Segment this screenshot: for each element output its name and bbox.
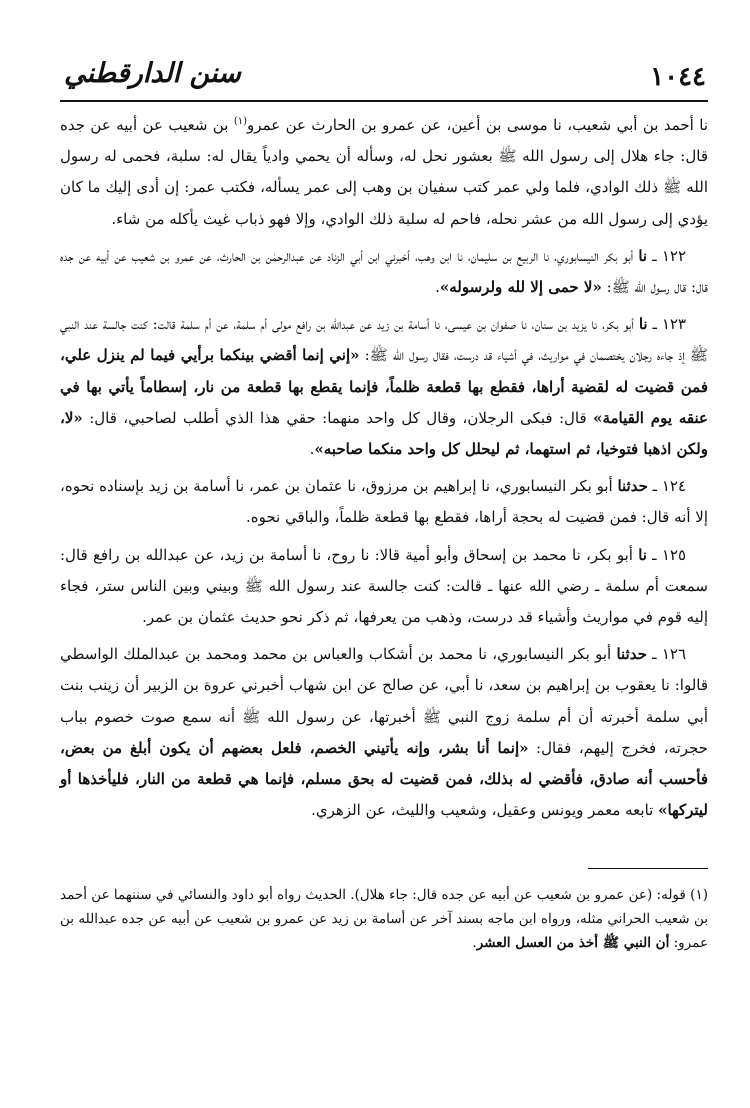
page-number: ١٠٤٤ xyxy=(650,62,706,92)
footnote-divider xyxy=(588,868,708,869)
hadith-number: ١٢٤ ـ xyxy=(647,477,686,496)
footnote-ref: (١) xyxy=(233,116,248,127)
hadith-number: ١٢٢ ـ xyxy=(647,246,686,265)
hadith-126 xyxy=(60,639,708,826)
text: أبو بكر النيسابوري، نا محمد بن أشكاب والعباس بن محمد ومحمد بن عبدالملك الواسطي قالوا: نا يعقوب بن إبراهيم بن سعد، نا أبي، عن صالح عن ابن شهاب أخبرني عروة بن الزبير أن زينب بنت أبي سلمة أخبرته أن أم سلمة زوج النبي ﷺ أخبرتها، عن رسول الله ﷺ أنه سمع صوت خصوم بباب حجرته، فخرج إليهم، فقال: xyxy=(60,645,708,757)
chain-lead: حدثنا xyxy=(617,477,648,496)
hadith-quote: «لا، ولكن اذهبا فتوخيا، ثم استهما، ثم ليحلل كل واحد منكما صاحبه» xyxy=(60,408,708,459)
hadith-quote: «إني إنما أقضي بينكما برأيي فيما لم ينزل علي، فمن قضيت له لقضية أراها، فقطع بها قطعة ظلماً، فإنما يقطع بها قطعة من نار، إسطاماً يأتي بها في عنقه يوم القيامة» xyxy=(60,346,708,427)
running-title: سنن الدارقطني xyxy=(64,58,241,89)
chain-lead: نا xyxy=(638,545,647,564)
hadith-122 xyxy=(60,241,708,303)
text: أبو بكر النيسابوري، نا إبراهيم بن مرزوق، نا عثمان بن عمر، نا أسامة بن زيد بإسناده نحوه، إلا أنه قال: فمن قضيت له بحجة أراها، فقطع بها قطعة ظلماً، والباقي نحوه. xyxy=(60,477,708,527)
hadith-quote: «لا حمى إلا لله ولرسوله» xyxy=(439,278,602,297)
paragraph-continuation xyxy=(60,110,708,235)
hadith-124 xyxy=(60,471,708,533)
page xyxy=(60,48,708,1068)
text: تابعه معمر ويونس وعقيل، وشعيب والليث، عن الزهري. xyxy=(311,801,659,820)
hadith-number: ١٢٥ ـ xyxy=(646,545,686,564)
chain-lead: نا xyxy=(638,246,648,265)
hadith-number: ١٢٦ ـ xyxy=(646,645,686,664)
footnote-text: قوله: (عن عمرو بن شعيب عن أبيه عن جده قال: جاء هلال). الحديث رواه أبو داود والنسائي في سننهما عن أحمد بن شعيب الحراني مثله، ورواه ابن ماجه بسند آخر عن أسامة بن زيد عن عمرو بن شعيب عن أبيه عن جده عبدالله بن عمرو: xyxy=(60,887,708,952)
body-text xyxy=(60,110,708,826)
footnote-1 xyxy=(60,883,708,955)
text: أبو بكر، نا يزيد بن سنان، نا صفوان بن عيسى، نا أسامة بن زيد عن عبدالله بن رافع مولى أم سلمة، عن أم سلمة قالت: كنت جالسة عند النبي ﷺ إذ جاءه رجلان يختصمان في مواريث، في أشياء قد درست، فقال رسول الله ﷺ: xyxy=(60,315,709,365)
hadith-123 xyxy=(60,309,708,465)
text: قال: فبكى الرجلان، وقال كل واحد منهما: حقي هذا الذي أطلب لصاحبي، قال: xyxy=(82,408,594,427)
footnotes xyxy=(60,883,708,955)
text: نا أحمد بن أبي شعيب، نا موسى بن أعين، عن عمرو بن الحارث عن عمرو xyxy=(247,116,709,134)
chain-lead: حدثنا xyxy=(616,645,647,664)
text: أبو بكر النيسابوري، نا الربيع بن سليمان، نا ابن وهب، أخبرني ابن أبي الزناد عن عبدالرحمٰن بن الحارث، عن عمرو بن شعيب عن أبيه عن جده قال: قال رسول الله ﷺ: xyxy=(60,246,708,297)
chain-lead: نا xyxy=(638,315,648,334)
text: . xyxy=(309,440,315,459)
text: أبو بكر، نا محمد بن إسحاق وأبو أمية قالا: نا روح، نا أسامة بن زيد، عن عبدالله بن رافع قال: سمعت أم سلمة ـ رضي الله عنها ـ قالت: كنت جالسة عند رسول الله ﷺ وبيني وبين الناس ستر، فجاء إليه قوم في مواريث وأشياء قد درست، وذهب من يعرفها، ثم ذكر نحو حديث عثمان بن عمر. xyxy=(60,545,708,627)
page-header xyxy=(60,48,708,102)
text: بن شعيب عن أبيه عن جده قال: جاء هلال إلى رسول الله ﷺ بعشور نحل له، وسأله أن يحمي وادياً يقال له: سلبة، فحمى له رسول الله ﷺ ذلك الوادي، فلما ولي عمر كتب سفيان بن وهب إلى عمر يسأله، فكتب عمر: إن أدى إليك ما كان يؤدي إلى رسول الله من عشر نحله، فاحم له سلبة ذلك الوادي، وإلا فهو ذباب غيث يأكله من شاء. xyxy=(60,116,708,228)
footnote-mark: (١) xyxy=(690,887,708,904)
text: . xyxy=(435,278,440,297)
hadith-quote: «إنما أنا بشر، وإنه يأتيني الخصم، فلعل بعضهم أن يكون أبلغ من بعض، فأحسب أنه صادق، فأقضي له بذلك، فمن قضيت له بحق مسلم، فإنما هي قطعة من النار، فليأخذها أو ليتركها» xyxy=(60,738,708,820)
hadith-number: ١٢٣ ـ xyxy=(647,315,686,334)
footnote-bold-text: أن النبي ﷺ أخذ من العسل العشر xyxy=(476,935,670,952)
footnote-text: . xyxy=(472,935,477,952)
hadith-125 xyxy=(60,540,708,634)
